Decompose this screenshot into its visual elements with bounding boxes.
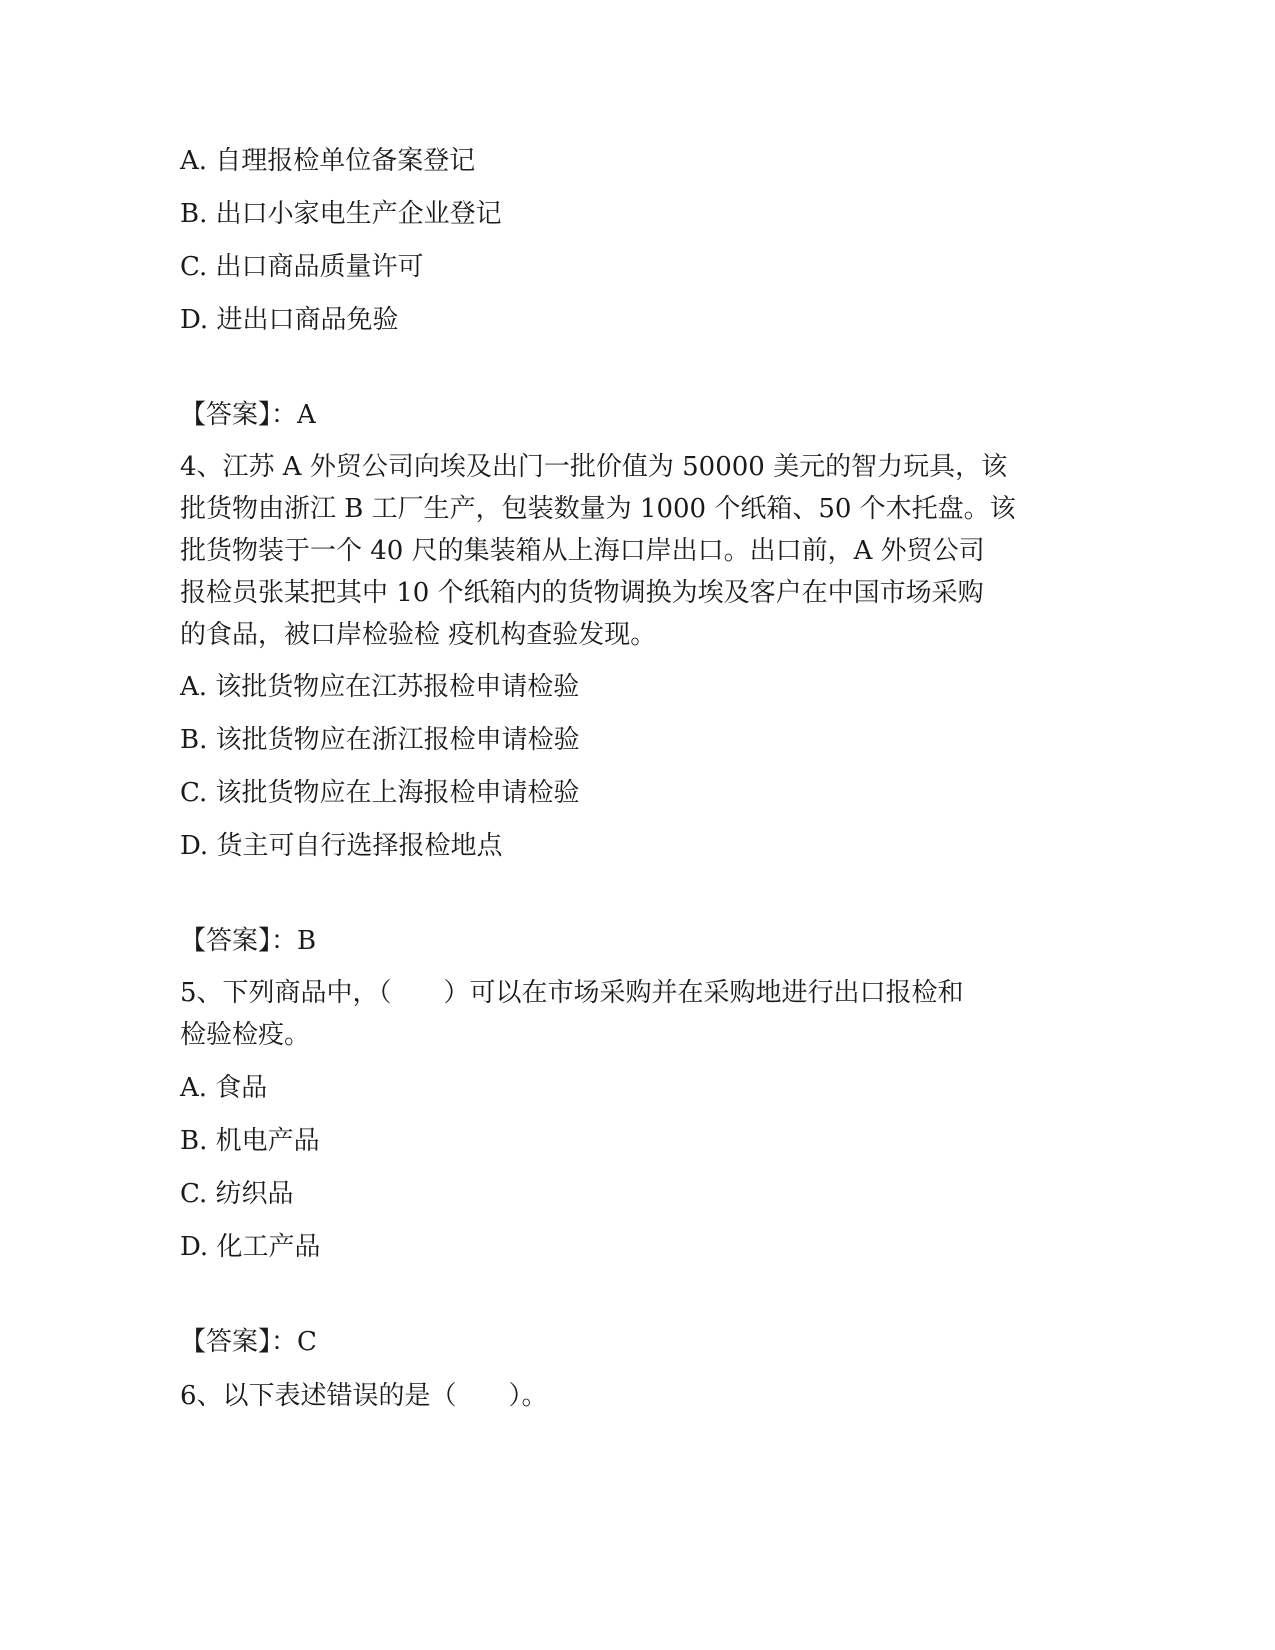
q5-answer-label: 【答案】：C — [180, 1327, 317, 1357]
q4-option-c: C. 该批货物应在上海报检申请检验 — [180, 778, 580, 808]
q4-answer-label: 【答案】：B — [180, 926, 317, 956]
question-5-line-2: 检验检疫。 — [180, 1020, 311, 1050]
option-a: A. 自理报检单位备案登记 — [180, 146, 476, 176]
q4-option-b: B. 该批货物应在浙江报检申请检验 — [180, 725, 580, 755]
question-6-line-1: 6、以下表述错误的是（ ）。 — [180, 1381, 548, 1411]
q4-option-a: A. 该批货物应在江苏报检申请检验 — [180, 672, 580, 702]
q4-option-d: D. 货主可自行选择报检地点 — [180, 831, 503, 861]
answer-label: 【答案】：A — [180, 400, 316, 430]
question-4-line-1: 4、江苏 A 外贸公司向埃及出门一批价值为 50000 美元的智力玩具，该 — [180, 452, 1008, 482]
question-4-line-3: 批货物装于一个 40 尺的集装箱从上海口岸出口。出口前，A 外贸公司 — [180, 536, 985, 566]
question-4-line-4: 报检员张某把其中 10 个纸箱内的货物调换为埃及客户在中国市场采购 — [180, 578, 984, 608]
option-c: C. 出口商品质量许可 — [180, 252, 424, 282]
q5-option-a: A. 食品 — [180, 1073, 268, 1103]
question-5-line-1: 5、下列商品中，（ ）可以在市场采购并在采购地进行出口报检和 — [180, 978, 964, 1008]
q5-option-d: D. 化工产品 — [180, 1232, 321, 1262]
question-4-line-5: 的食品，被口岸检验检 疫机构查验发现。 — [180, 620, 657, 650]
option-b: B. 出口小家电生产企业登记 — [180, 199, 502, 229]
option-d: D. 进出口商品免验 — [180, 305, 399, 335]
question-4-line-2: 批货物由浙江 B 工厂生产，包装数量为 1000 个纸箱、50 个木托盘。该 — [180, 494, 1016, 524]
q5-option-c: C. 纺织品 — [180, 1179, 294, 1209]
q5-option-b: B. 机电产品 — [180, 1126, 320, 1156]
